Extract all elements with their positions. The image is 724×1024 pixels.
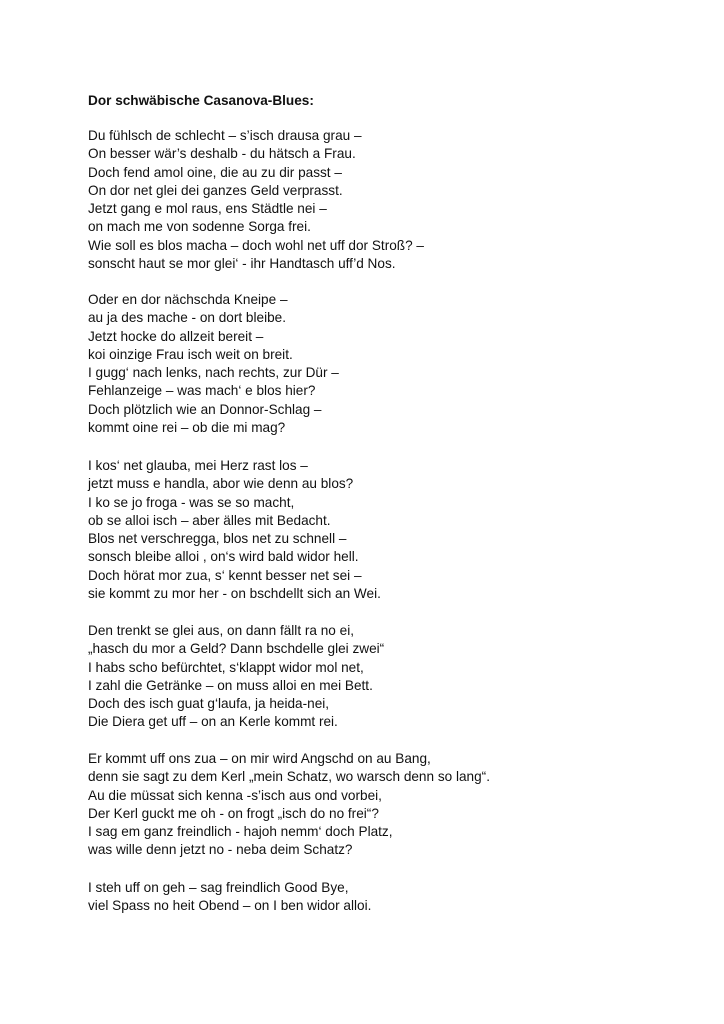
poem-line: denn sie sagt zu dem Kerl „mein Schatz, wo warsch denn so lang“. bbox=[88, 769, 490, 785]
poem-line: Doch des isch guat g‘laufa, ja heida-nei, bbox=[88, 696, 330, 712]
poem-line: I zahl die Getränke – on muss alloi en mei Bett. bbox=[88, 677, 373, 693]
poem-line: was wille denn jetzt no - neba deim Schatz? bbox=[88, 842, 353, 858]
poem-line: Doch hörat mor zua, s‘ kennt besser net sei – bbox=[88, 567, 362, 583]
poem-line: Jetzt gang e mol raus, ens Städtle nei – bbox=[88, 201, 327, 217]
poem-line: I ko se jo froga - was se so macht, bbox=[88, 494, 295, 510]
poem-line: Jetzt hocke do allzeit bereit – bbox=[88, 328, 264, 344]
poem-line: Den trenkt se glei aus, on dann fällt ra no ei, bbox=[88, 623, 354, 638]
poem-line: jetzt muss e handla, abor wie denn au blos? bbox=[88, 476, 354, 492]
poem-line: kommt oine rei – ob die mi mag? bbox=[88, 420, 286, 436]
stanza-3 bbox=[88, 457, 381, 603]
poem-line: Oder en dor nächschda Kneipe – bbox=[88, 292, 288, 307]
poem-line: On besser wär’s deshalb - du hätsch a Frau. bbox=[88, 146, 356, 162]
poem-line: Wie soll es blos macha – doch wohl net uff dor Stroß? – bbox=[88, 237, 424, 253]
stanza-2 bbox=[88, 291, 339, 437]
poem-line: sonsch bleibe alloi , on‘s wird bald widor hell. bbox=[88, 549, 359, 565]
poem-line: au ja des mache - on dort bleibe. bbox=[88, 310, 286, 326]
poem-line: Der Kerl guckt me oh - on frogt „isch do no frei“? bbox=[88, 805, 379, 821]
poem-line: koi oinzige Frau isch weit on breit. bbox=[88, 346, 293, 362]
poem-line: I kos‘ net glauba, mei Herz rast los – bbox=[88, 458, 308, 473]
poem-line: I habs scho befürchtet, s‘klappt widor mol net, bbox=[88, 659, 364, 675]
stanza-5 bbox=[88, 750, 490, 860]
poem-line: viel Spass no heit Obend – on I ben widor alloi. bbox=[88, 898, 372, 914]
poem-line: Fehlanzeige – was mach‘ e blos hier? bbox=[88, 383, 316, 399]
poem-line: Du fühlsch de schlecht – s’isch drausa grau – bbox=[88, 128, 362, 143]
poem-line: ob se alloi isch – aber älles mit Bedacht. bbox=[88, 512, 331, 528]
poem-line: Die Diera get uff – on an Kerle kommt rei. bbox=[88, 714, 338, 730]
poem-line: Blos net verschregga, blos net zu schnell – bbox=[88, 531, 347, 547]
poem-line: I sag em ganz freindlich - hajoh nemm‘ doch Platz, bbox=[88, 824, 393, 840]
poem-line: sonscht haut se mor glei‘ - ihr Handtasch uff’d Nos. bbox=[88, 256, 396, 272]
stanza-1 bbox=[88, 127, 424, 273]
stanza-4 bbox=[88, 622, 384, 732]
poem-line: sie kommt zu mor her - on bschdellt sich an Wei. bbox=[88, 586, 381, 602]
poem-line: Doch fend amol oine, die au zu dir passt – bbox=[88, 164, 342, 180]
poem-line: Er kommt uff ons zua – on mir wird Angschd on au Bang, bbox=[88, 751, 431, 766]
stanza-6 bbox=[88, 879, 371, 916]
poem-line: Doch plötzlich wie an Donnor-Schlag – bbox=[88, 401, 322, 417]
poem-line: I steh uff on geh – sag freindlich Good Bye, bbox=[88, 880, 349, 895]
poem-line: On dor net glei dei ganzes Geld verprasst. bbox=[88, 182, 343, 198]
poem-title: Dor schwäbische Casanova-Blues: bbox=[88, 93, 314, 108]
poem-line: I gugg‘ nach lenks, nach rechts, zur Dür – bbox=[88, 365, 339, 381]
poem-line: on mach me von sodenne Sorga frei. bbox=[88, 219, 311, 235]
poem-line: „hasch du mor a Geld? Dann bschdelle glei zwei“ bbox=[88, 641, 385, 657]
poem-line: Au die müssat sich kenna -s’isch aus ond vorbei, bbox=[88, 787, 382, 803]
